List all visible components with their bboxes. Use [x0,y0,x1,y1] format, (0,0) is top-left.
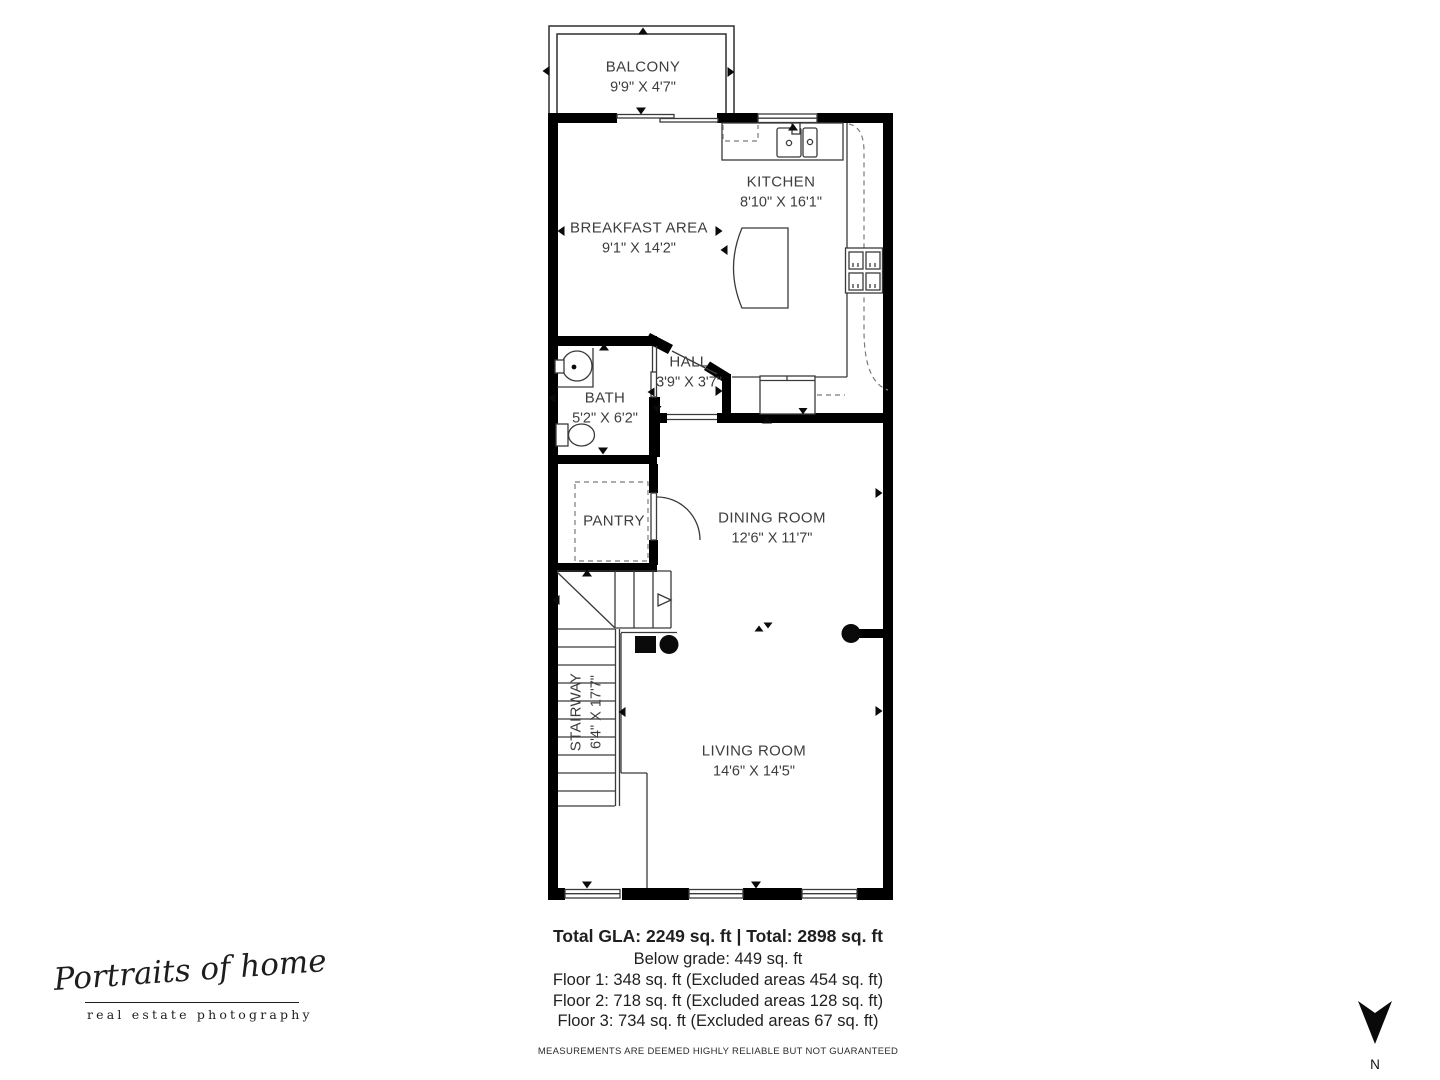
bath-sink-icon [562,351,592,381]
room-name: BATH [584,389,626,407]
post [635,636,656,653]
room-name: BALCONY [605,58,681,76]
room-name: KITCHEN [746,173,816,191]
room-label-living-room [702,743,806,780]
logo-subtitle: real estate photography [87,1007,313,1022]
stair-direction-arrow [658,594,671,606]
room-label-stairway [568,673,605,752]
living-room-windows [565,890,857,899]
kitchen-island [734,228,789,308]
area-summary [538,926,898,1057]
room-label-kitchen [740,174,822,211]
logo [52,943,328,1022]
kitchen-fixtures [722,123,888,414]
pantry-door [651,493,700,540]
room-name: PANTRY [583,512,645,530]
room-name: HALL [669,353,709,371]
logo-title: Portraits of home [52,943,328,998]
toilet-icon [556,424,595,446]
room-dims: 5'2" X 6'2" [572,410,638,427]
room-label-breakfast-area [570,220,708,257]
room-dims: 9'9" X 4'7" [610,79,676,96]
room-dims: 8'10" X 16'1" [740,194,822,211]
room-dims: 9'1" X 14'2" [602,240,676,257]
total-gla-line: Total GLA: 2249 sq. ft | Total: 2898 sq. ft [552,926,883,946]
room-label-dining-room [718,510,826,547]
stair-break-line [557,572,615,628]
sliding-door [617,115,718,123]
logo-rule [85,1002,299,1003]
room-label-balcony [606,59,681,96]
column [660,635,679,654]
kitchen-window [758,114,817,123]
stove-icon [846,248,883,293]
room-name: STAIRWAY [567,672,585,752]
room-name: BREAKFAST AREA [570,219,708,237]
stairwell-enclosure [621,633,677,889]
faucet-icon [555,360,564,373]
column [842,624,861,643]
room-label-bath [572,390,638,427]
room-label-hall [656,354,722,391]
room-label-pantry [583,513,645,530]
kitchen-sink-icon [777,123,817,157]
room-dims: 12'6" X 11'7" [731,530,813,547]
room-name: LIVING ROOM [701,742,807,760]
floor2-line: Floor 2: 718 sq. ft (Excluded areas 128 sq. ft) [552,991,884,1010]
room-dims: 14'6" X 14'5" [713,763,795,780]
north-arrow-icon [1358,1001,1392,1044]
disclaimer: MEASUREMENTS ARE DEEMED HIGHLY RELIABLE BUT NOT GUARANTEED [537,1046,899,1058]
room-dims: 3'9" X 3'7" [656,374,722,391]
upper-cabinet-dashed [723,125,758,141]
north-label: N [1370,1057,1380,1072]
below-grade-line: Below grade: 449 sq. ft [633,950,803,968]
room-name: DINING ROOM [718,509,826,527]
floor3-line: Floor 3: 734 sq. ft (Excluded areas 67 sq. ft) [557,1012,879,1031]
floor1-line: Floor 1: 348 sq. ft (Excluded areas 454 sq. ft) [552,970,884,989]
room-dims: 6'4" X 17'7" [588,675,605,749]
